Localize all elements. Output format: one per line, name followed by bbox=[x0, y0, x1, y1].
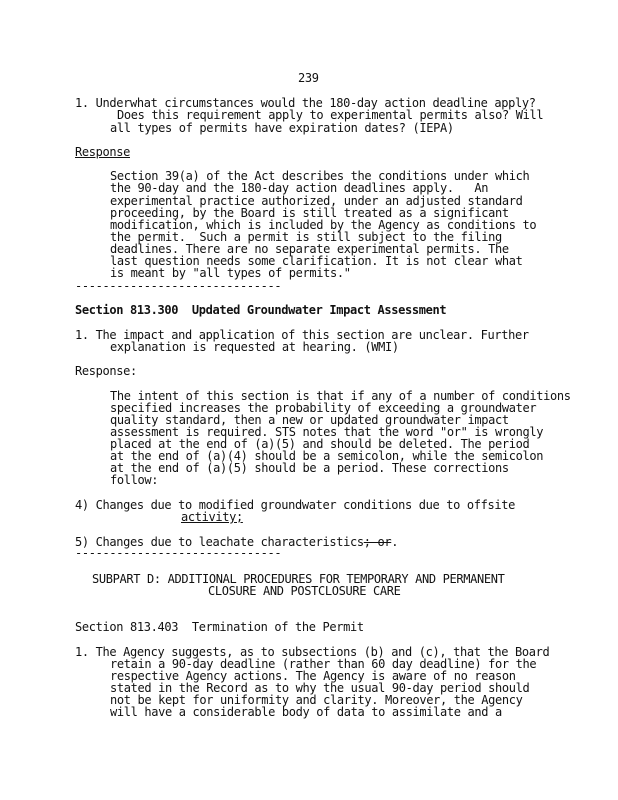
response-line: the 90-day and the 180-day action deadlines apply. An bbox=[110, 181, 489, 195]
response-line: proceeding, by the Board is still treated as a significant bbox=[110, 206, 509, 220]
question-line: respective Agency actions. The Agency is aware of no reason bbox=[110, 669, 516, 683]
question-line: all types of permits have expiration dates? (IEPA) bbox=[110, 121, 454, 135]
question-line: 1. The Agency suggests, as to subsections (b) and (c), that the Board bbox=[75, 645, 550, 659]
question-line: stated in the Record as to why the usual 90-day period should bbox=[110, 681, 530, 695]
response-line: The intent of this section is that if any of a number of conditions bbox=[110, 389, 571, 403]
response-line: quality standard, then a new or updated groundwater impact bbox=[110, 413, 509, 427]
response-line: the permit. Such a permit is still subject to the filing bbox=[110, 230, 502, 244]
page-number: 239 bbox=[298, 71, 319, 85]
response-line: placed at the end of (a)(5) and should be deleted. The period bbox=[110, 437, 530, 451]
response-line: at the end of (a)(4) should be a semicolon, while the semicolon bbox=[110, 449, 544, 463]
response-line: Section 39(a) of the Act describes the conditions under which bbox=[110, 169, 530, 183]
response-line: at the end of (a)(5) should be a period. These corrections bbox=[110, 461, 509, 475]
section-heading: Section 813.403 Termination of the Permit bbox=[75, 620, 364, 634]
response-line: is meant by "all types of permits." bbox=[110, 266, 351, 280]
response-line: follow: bbox=[110, 473, 159, 487]
question-line: 1. Underwhat circumstances would the 180-day action deadline apply? bbox=[75, 96, 536, 110]
list-item-5-text: 5) Changes due to leachate characteristics bbox=[75, 535, 364, 549]
response-heading: Response: bbox=[75, 364, 137, 378]
response-line: experimental practice authorized, under an adjusted standard bbox=[110, 194, 523, 208]
list-item-4-cont: activity; bbox=[181, 510, 243, 524]
response-line: modification, which is included by the Agency as conditions to bbox=[110, 218, 537, 232]
question-line: Does this requirement apply to experimental permits also? Will bbox=[117, 108, 544, 122]
question-line: retain a 90-day deadline (rather than 60 day deadline) for the bbox=[110, 657, 537, 671]
response-line: specified increases the probability of exceeding a groundwater bbox=[110, 401, 537, 415]
subpart-heading: SUBPART D: ADDITIONAL PROCEDURES FOR TEMPORARY AND PERMANENT bbox=[92, 572, 505, 586]
list-item-5-end: . bbox=[391, 535, 399, 549]
question-line: 1. The impact and application of this section are unclear. Further bbox=[75, 328, 529, 342]
response-line: assessment is required. STS notes that the word "or" is wrongly bbox=[110, 425, 544, 439]
response-line: deadlines. There are no separate experimental permits. The bbox=[110, 242, 509, 256]
subpart-heading-cont: CLOSURE AND POSTCLOSURE CARE bbox=[208, 584, 401, 598]
divider: ------------------------------ bbox=[75, 279, 282, 293]
response-heading: Response bbox=[75, 145, 130, 159]
list-item-4: 4) Changes due to modified groundwater conditions due to offsite bbox=[75, 498, 515, 512]
struck-text: ; or bbox=[363, 535, 392, 549]
question-line: explanation is requested at hearing. (WMI) bbox=[110, 340, 399, 354]
divider: ------------------------------ bbox=[75, 546, 282, 560]
question-line: will have a considerable body of data to assimilate and a bbox=[110, 705, 502, 719]
section-heading: Section 813.300 Updated Groundwater Impact Assessment bbox=[75, 303, 447, 317]
question-line: not be kept for uniformity and clarity. Moreover, the Agency bbox=[110, 693, 523, 707]
response-line: last question needs some clarification. It is not clear what bbox=[110, 254, 523, 268]
